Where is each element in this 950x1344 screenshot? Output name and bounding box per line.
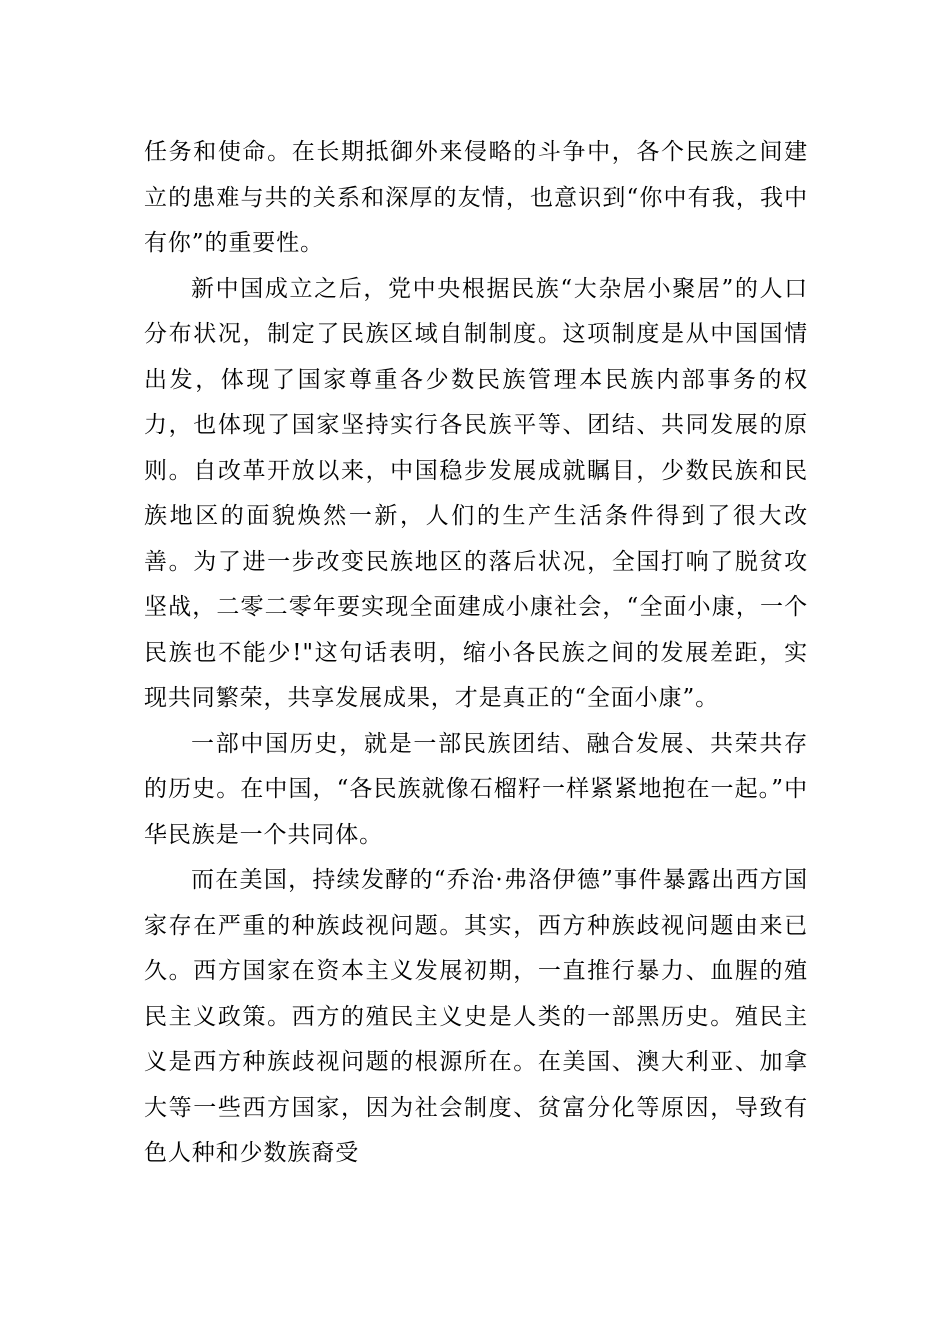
paragraph-3: 一部中国历史，就是一部民族团结、融合发展、共荣共存的历史。在中国，“各民族就像石榴籽一样紧紧地抱在一起。”中华民族是一个共同体。 [144, 730, 808, 848]
paragraph-4: 而在美国，持续发酵的“乔治·弗洛伊德”事件暴露出西方国家存在严重的种族歧视问题。其实，西方种族歧视问题由来已久。西方国家在资本主义发展初期，一直推行暴力、血腥的殖民主义政策。西方的殖民主义史是人类的一部黑历史。殖民主义是西方种族歧视问题的根源所在。在美国、澳大利亚、加拿大等一些西方国家，因为社会制度、贫富分化等原因，导致有色人种和少数族裔受 [144, 867, 808, 1166]
document-body [144, 130, 808, 1177]
paragraph-2: 新中国成立之后，党中央根据民族“大杂居小聚居”的人口分布状况，制定了民族区域自制制度。这项制度是从中国国情出发，体现了国家尊重各少数民族管理本民族内部事务的权力，也体现了国家坚持实行各民族平等、团结、共同发展的原则。自改革开放以来，中国稳步发展成就瞩目，少数民族和民族地区的面貌焕然一新，人们的生产生活条件得到了很大改善。为了进一步改变民族地区的落后状况，全国打响了脱贫攻坚战，二零二零年要实现全面建成小康社会，“全面小康，一个民族也不能少!"这句话表明，缩小各民族之间的发展差距，实现共同繁荣，共享发展成果，才是真正的“全面小康”。 [144, 275, 808, 711]
paragraph-1: 任务和使命。在长期抵御外来侵略的斗争中，各个民族之间建立的患难与共的关系和深厚的友情，也意识到“你中有我，我中有你”的重要性。 [144, 139, 808, 256]
